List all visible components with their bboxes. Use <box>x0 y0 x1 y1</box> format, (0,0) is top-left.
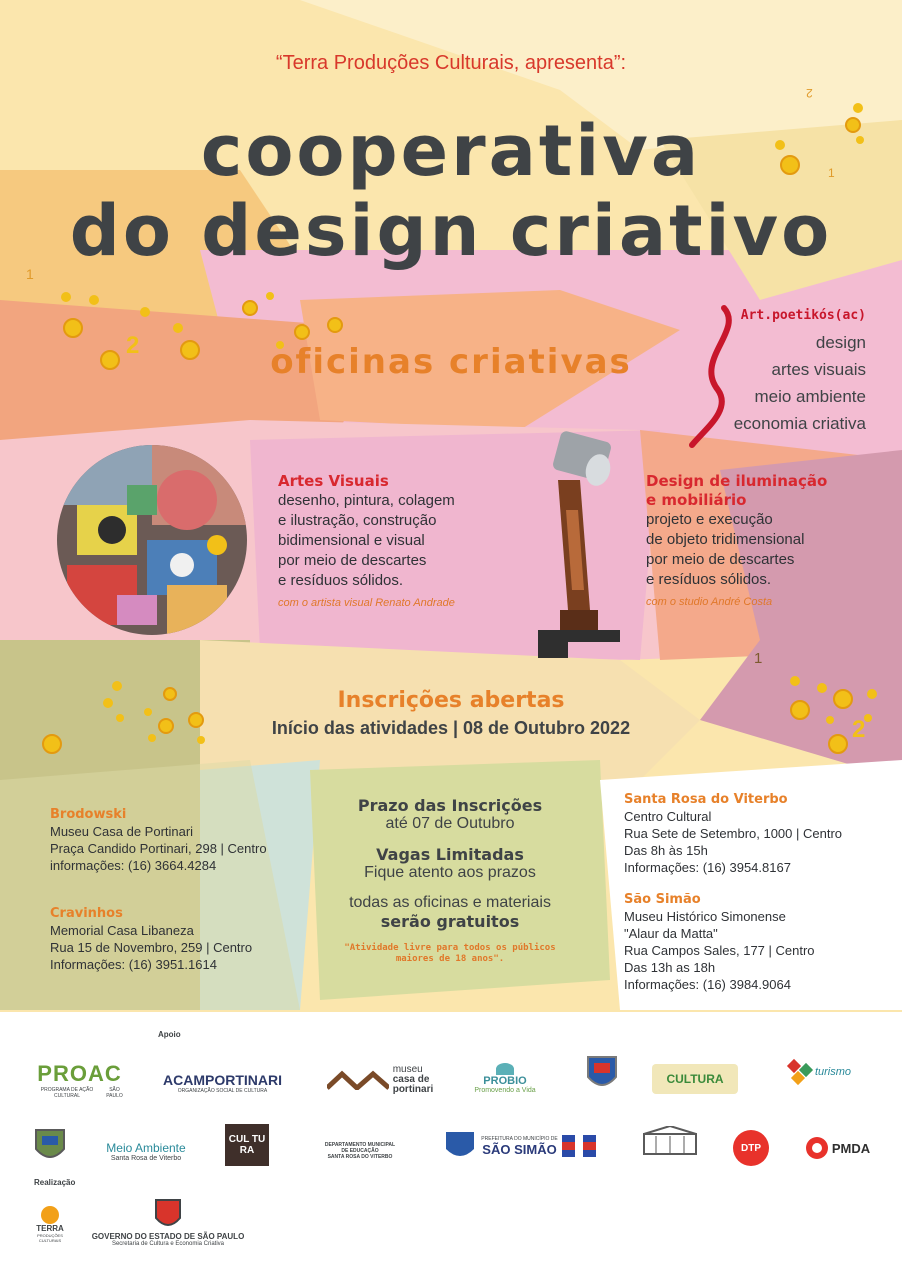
proac-logo <box>32 1060 127 1100</box>
depto-line: DEPARTAMENTO MUNICIPAL <box>324 1142 396 1148</box>
workshop-design <box>646 472 886 608</box>
pmda-text: PMDA <box>831 1140 871 1156</box>
acam-portinari-logo <box>155 1068 290 1098</box>
topic-item: artes visuais <box>771 360 866 379</box>
location-brodowski <box>50 806 300 874</box>
workshop-desc-line: desenho, pintura, colagem <box>278 492 455 509</box>
location-city: Santa Rosa do Viterbo <box>624 792 788 807</box>
decor-number: 2 <box>126 332 140 359</box>
deadline-title: Prazo das Inscrições <box>357 796 543 815</box>
sao-simao-logo <box>432 1126 607 1166</box>
vacancies-title: Vagas Limitadas <box>376 845 524 864</box>
flag-icon <box>562 1135 596 1157</box>
probio-text: PROBIO <box>483 1074 527 1087</box>
probio-sub: Promovendo a Vida <box>474 1086 536 1094</box>
acam-text: ACAMPORTINARI <box>163 1072 282 1088</box>
workshop-desc-line: por meio de descartes <box>646 551 795 568</box>
workshop-desc-line: de objeto tridimensional <box>646 531 805 548</box>
topic-item: meio ambiente <box>754 387 866 406</box>
museu-casa-portinari-logo <box>320 1062 440 1098</box>
gov-sub: Secretaria de Cultura e Economia Criativa <box>111 1240 225 1247</box>
workshop-credit: com o studio André Costa <box>646 596 773 608</box>
museu-line: portinari <box>392 1084 434 1095</box>
location-line: Praça Candido Portinari, 298 | Centro <box>50 841 267 856</box>
location-line: Rua 15 de Novembro, 259 | Centro <box>50 940 253 955</box>
governo-sp-logo <box>88 1188 248 1254</box>
topic-item: design <box>815 333 866 352</box>
location-sao-simao <box>624 891 884 993</box>
sun-icon <box>41 1206 59 1224</box>
departamento-educacao-logo <box>312 1136 408 1166</box>
topics-list <box>734 302 866 437</box>
workshop-desc-line: bidimensional e visual <box>278 532 425 549</box>
workshop-title: Artes Visuais <box>278 472 389 490</box>
topic-item: economia criativa <box>733 414 866 433</box>
gov-text: GOVERNO DO ESTADO DE SÃO PAULO <box>91 1231 245 1241</box>
location-cravinhos <box>50 905 300 973</box>
registration-start: Início das atividades | 08 de Outubro 2022 <box>271 718 631 738</box>
meio-ambiente-text: Meio Ambiente <box>106 1140 186 1155</box>
probio-logo <box>465 1054 545 1102</box>
terra-logo <box>30 1196 70 1252</box>
support-label: Apoio <box>158 1030 181 1039</box>
sponsors-area <box>0 1012 902 1280</box>
coat-of-arms-icon <box>32 1126 68 1166</box>
proac-sp: SÃO PAULO <box>106 1087 123 1099</box>
location-city: Cravinhos <box>50 906 123 921</box>
location-line: Das 13h as 18h <box>624 960 716 975</box>
acam-sub: ORGANIZAÇÃO SOCIAL DE CULTURA <box>177 1088 268 1094</box>
location-city: São Simão <box>624 892 701 907</box>
museu-line: casa de <box>392 1074 430 1085</box>
brand-name: Art.poetikós(ac) <box>740 308 866 323</box>
lamp-image <box>528 430 628 662</box>
workshop-desc-line: por meio de descartes <box>278 552 427 569</box>
main-title-line1: cooperativa <box>200 110 702 192</box>
proac-text: PROAC <box>37 1061 122 1086</box>
depto-line: SANTA ROSA DO VITERBO <box>327 1154 393 1160</box>
sao-simao-text: SÃO SIMÃO <box>482 1141 557 1157</box>
workshop-desc-line: projeto e execução <box>646 511 773 528</box>
age-note-line2: maiores de 18 anos". <box>395 954 505 964</box>
cultura-box-text: CUL TU RA <box>228 1134 266 1156</box>
turismo-text: turismo <box>814 1066 852 1078</box>
decor-number: 2 <box>852 716 866 743</box>
location-line: Das 8h às 15h <box>624 843 708 858</box>
cultura-logo <box>652 1064 738 1094</box>
proac-sub: PROGRAMA DE AÇÃO CULTURAL <box>40 1087 94 1099</box>
location-line: Informações: (16) 3984.9064 <box>624 977 791 992</box>
registration-info <box>300 796 600 965</box>
free-line2: serão gratuitos <box>380 912 520 931</box>
location-line: Memorial Casa Libaneza <box>50 923 194 938</box>
cultura-text: CULTURA <box>666 1072 724 1086</box>
museu-line: museu <box>392 1064 423 1075</box>
location-line: Museu Casa de Portinari <box>50 824 194 839</box>
realization-label: Realização <box>34 1178 76 1187</box>
decor-number: 1 <box>26 266 34 282</box>
location-line: Centro Cultural <box>624 809 712 824</box>
intro-text: “Terra Produções Culturais, apresenta”: <box>275 52 627 74</box>
location-santa-rosa <box>624 791 884 876</box>
coat-of-arms-icon <box>443 1129 477 1163</box>
dtp-logo <box>733 1130 769 1166</box>
terra-text: TERRA <box>36 1223 64 1233</box>
depto-line: DE EDUCAÇÃO <box>341 1148 379 1154</box>
decor-number: 2 <box>806 86 813 100</box>
workshop-title: Design de iluminação <box>646 472 828 490</box>
age-note-line1: "Atividade livre para todos os públicos <box>344 943 556 953</box>
roof-icon <box>327 1070 389 1090</box>
workshop-desc-line: e ilustração, construção <box>278 512 437 529</box>
registration-title: Inscrições abertas <box>337 688 565 713</box>
meio-ambiente-sub: Santa Rosa de Viterbo <box>110 1154 182 1162</box>
workshop-credit: com o artista visual Renato Andrade <box>278 597 455 609</box>
decor-number: 1 <box>754 650 763 667</box>
location-line: Informações: (16) 3954.8167 <box>624 860 791 875</box>
location-line: Museu Histórico Simonense <box>624 909 786 924</box>
location-line: Rua Sete de Setembro, 1000 | Centro <box>624 826 843 841</box>
sao-simao-pref: PREFEITURA DO MUNICÍPIO DE <box>481 1135 558 1142</box>
location-city: Brodowski <box>50 807 127 822</box>
leaf-icon <box>496 1063 514 1075</box>
location-line: informações: (16) 3664.4284 <box>50 858 217 873</box>
turismo-logo <box>770 1054 866 1090</box>
artwork-circle-image <box>57 445 247 635</box>
vacancies-text: Fique atento aos prazos <box>364 864 536 881</box>
historic-museum-icon <box>640 1124 700 1164</box>
red-brush-stroke <box>684 300 744 450</box>
deadline-date: até 07 de Outubro <box>385 815 515 832</box>
dtp-text: DTP <box>741 1142 761 1154</box>
pmda-logo <box>800 1134 876 1162</box>
main-title-line2: do design criativo <box>69 190 833 272</box>
terra-sub: PRODUÇÕES CULTURAIS <box>37 1232 63 1243</box>
workshops-title: oficinas criativas <box>270 342 632 382</box>
meio-ambiente-logo <box>96 1136 196 1166</box>
sp-coat-of-arms-icon <box>152 1196 184 1232</box>
cultura-box-logo <box>225 1124 269 1166</box>
workshop-visual-arts <box>278 472 518 609</box>
workshop-title: e mobiliário <box>646 491 747 509</box>
turismo-icon <box>785 1057 815 1087</box>
location-line: "Alaur da Matta" <box>624 926 718 941</box>
free-line1: todas as oficinas e materiais <box>349 894 551 911</box>
coat-of-arms-icon <box>582 1052 622 1094</box>
decor-number: 1 <box>828 166 835 180</box>
location-line: Informações: (16) 3951.1614 <box>50 957 217 972</box>
workshop-desc-line: e resíduos sólidos. <box>646 571 772 588</box>
workshop-desc-line: e resíduos sólidos. <box>278 572 404 589</box>
pmda-icon <box>806 1137 828 1159</box>
location-line: Rua Campos Sales, 177 | Centro <box>624 943 815 958</box>
